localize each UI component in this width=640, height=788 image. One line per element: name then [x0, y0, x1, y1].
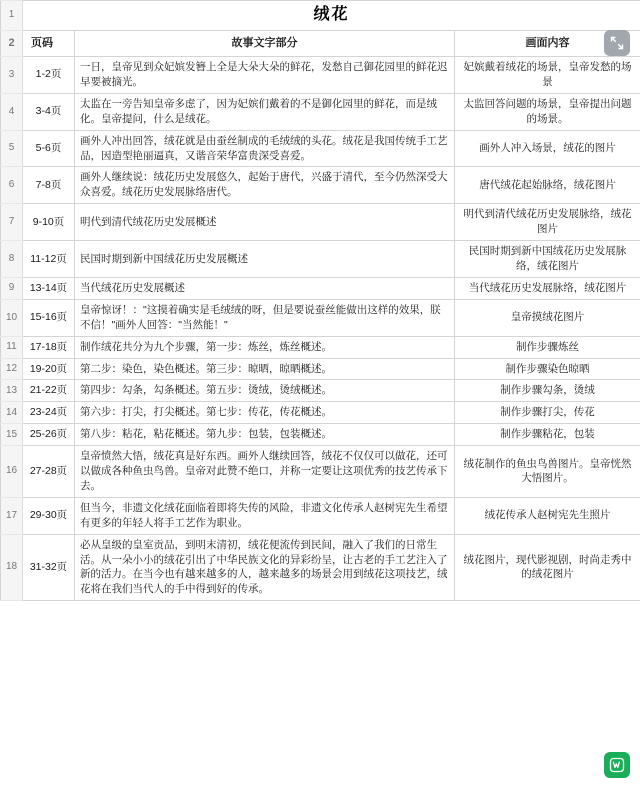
table-row — [1, 130, 640, 167]
cell-image-desc[interactable]: 绒花图片，现代影视剧，时尚走秀中的绒花图片 — [455, 534, 640, 601]
cell-page[interactable]: 11-12页 — [23, 241, 75, 278]
cell-page[interactable]: 23-24页 — [23, 402, 75, 424]
cell-image-desc[interactable]: 制作步骤勾条，烫绒 — [455, 380, 640, 402]
table-row — [1, 299, 640, 336]
column-header-page[interactable]: 页码 — [23, 31, 75, 57]
cell-page[interactable]: 27-28页 — [23, 446, 75, 498]
row-header-12[interactable]: 12 — [1, 358, 23, 380]
row-header-5[interactable]: 5 — [1, 130, 23, 167]
cell-image-desc[interactable]: 太监回答问题的场景，皇帝提出问题的场景。 — [455, 93, 640, 130]
cell-story-text[interactable]: 民国时期到新中国绒花历史发展概述 — [75, 241, 455, 278]
title-row — [1, 1, 640, 31]
cell-image-desc[interactable]: 妃嫔戴着绒花的场景，皇帝发愁的场景 — [455, 57, 640, 94]
cell-page[interactable]: 3-4页 — [23, 93, 75, 130]
row-header-10[interactable]: 10 — [1, 299, 23, 336]
cell-page[interactable]: 21-22页 — [23, 380, 75, 402]
cell-story-text[interactable]: 当代绒花历史发展概述 — [75, 277, 455, 299]
table-row — [1, 277, 640, 299]
row-header-18[interactable]: 18 — [1, 534, 23, 601]
table-row — [1, 241, 640, 278]
row-header-17[interactable]: 17 — [1, 497, 23, 534]
table-row — [1, 204, 640, 241]
row-header-3[interactable]: 3 — [1, 57, 23, 94]
cell-page[interactable]: 25-26页 — [23, 424, 75, 446]
row-header-2[interactable]: 2 — [1, 31, 23, 57]
cell-image-desc[interactable]: 画外人冲入场景，绒花的图片 — [455, 130, 640, 167]
cell-story-text[interactable]: 皇帝愤然大悟，绒花真是好东西。画外人继续回答，绒花不仅仅可以做花，还可以做成各种鱼虫鸟兽。皇帝对此赞不绝口，并称一定要让这项优秀的技艺传承下去。 — [75, 446, 455, 498]
cell-page[interactable]: 17-18页 — [23, 336, 75, 358]
cell-image-desc[interactable]: 民国时期到新中国绒花历史发展脉络，绒花图片 — [455, 241, 640, 278]
cell-story-text[interactable]: 第四步：勾条，勾条概述。第五步：烫绒，烫绒概述。 — [75, 380, 455, 402]
table-row — [1, 446, 640, 498]
cell-image-desc[interactable]: 制作步骤炼丝 — [455, 336, 640, 358]
cell-story-text[interactable]: 第二步：染色，染色概述。第三步：晾晒，晾晒概述。 — [75, 358, 455, 380]
cell-image-desc[interactable]: 绒花制作的鱼虫鸟兽图片。皇帝恍然大悟图片。 — [455, 446, 640, 498]
cell-story-text[interactable]: 制作绒花共分为九个步骤，第一步：炼丝，炼丝概述。 — [75, 336, 455, 358]
column-header-image[interactable]: 画面内容 — [455, 31, 640, 57]
cell-page[interactable]: 13-14页 — [23, 277, 75, 299]
cell-image-desc[interactable]: 制作步骤打尖，传花 — [455, 402, 640, 424]
cell-page[interactable]: 29-30页 — [23, 497, 75, 534]
row-header-16[interactable]: 16 — [1, 446, 23, 498]
expand-icon — [610, 36, 624, 50]
cell-page[interactable]: 7-8页 — [23, 167, 75, 204]
table-row — [1, 424, 640, 446]
cell-story-text[interactable]: 画外人继续说：绒花历史发展悠久，起始于唐代，兴盛于清代，至今仍然深受大众喜爱。绒花历史发展脉络唐代。 — [75, 167, 455, 204]
cell-story-text[interactable]: 明代到清代绒花历史发展概述 — [75, 204, 455, 241]
wps-logo-icon — [609, 757, 625, 773]
cell-story-text[interactable]: 太监在一旁告知皇帝多虑了，因为妃嫔们戴着的不是御化园里的鲜花，而是绒化。皇帝提问，什么是绒花。 — [75, 93, 455, 130]
cell-image-desc[interactable]: 唐代绒花起始脉络，绒花图片 — [455, 167, 640, 204]
table-row — [1, 402, 640, 424]
row-header-6[interactable]: 6 — [1, 167, 23, 204]
cell-image-desc[interactable]: 当代绒花历史发展脉络，绒花图片 — [455, 277, 640, 299]
cell-story-text[interactable]: 但当今，非遗文化绒花面临着即将失传的风险，非遗文化传承人赵树宪先生希望有更多的年轻人将手工艺作为职业。 — [75, 497, 455, 534]
cell-story-text[interactable]: 一日，皇帝见到众妃嫔发簪上全是大朵大朵的鲜花，发愁自己御花园里的鲜花迟早要被摘光。 — [75, 57, 455, 94]
header-row — [1, 31, 640, 57]
table-row — [1, 336, 640, 358]
row-header-15[interactable]: 15 — [1, 424, 23, 446]
cell-story-text[interactable]: 第六步：打尖，打尖概述。第七步：传花，传花概述。 — [75, 402, 455, 424]
cell-page[interactable]: 19-20页 — [23, 358, 75, 380]
cell-page[interactable]: 31-32页 — [23, 534, 75, 601]
document-title[interactable]: 绒花 — [23, 1, 640, 31]
table-row — [1, 167, 640, 204]
cell-story-text[interactable]: 必从皇级的皇室贡品，到明末清初，绒花便流传到民间，融入了我们的日常生活。从一朵小小的绒花引出了中华民族文化的异彩纷呈，让古老的手工艺注入了新的活力。在当今也有越来越多的人，越来越多的场景会用到绒花这项技艺，绒花将在我们当代人的手中得到好的传承。 — [75, 534, 455, 601]
row-header-7[interactable]: 7 — [1, 204, 23, 241]
cell-page[interactable]: 9-10页 — [23, 204, 75, 241]
row-header-13[interactable]: 13 — [1, 380, 23, 402]
row-header-1[interactable]: 1 — [1, 1, 23, 31]
table-row — [1, 534, 640, 601]
cell-image-desc[interactable]: 明代到清代绒花历史发展脉络，绒花图片 — [455, 204, 640, 241]
cell-page[interactable]: 1-2页 — [23, 57, 75, 94]
table-row — [1, 380, 640, 402]
row-header-4[interactable]: 4 — [1, 93, 23, 130]
cell-story-text[interactable]: 第八步：粘花，粘花概述。第九步：包装，包装概述。 — [75, 424, 455, 446]
row-header-8[interactable]: 8 — [1, 241, 23, 278]
cell-story-text[interactable]: 画外人冲出回答，绒花就是由蚕丝制成的毛绒绒的头花。绒花是我国传统手工艺品，因造型艳丽逼真，又谐音荣华富贵深受喜爱。 — [75, 130, 455, 167]
column-header-text[interactable]: 故事文字部分 — [75, 31, 455, 57]
cell-story-text[interactable]: 皇帝惊讶！："这摸着确实是毛绒绒的呀，但是要说蚕丝能做出这样的效果，朕不信！"画外人回答："当然能！" — [75, 299, 455, 336]
table-row — [1, 497, 640, 534]
table-row — [1, 57, 640, 94]
cell-image-desc[interactable]: 皇帝摸绒花图片 — [455, 299, 640, 336]
expand-fullscreen-button[interactable] — [604, 30, 630, 56]
table-row — [1, 358, 640, 380]
cell-page[interactable]: 5-6页 — [23, 130, 75, 167]
cell-image-desc[interactable]: 绒花传承人赵树宪先生照片 — [455, 497, 640, 534]
wps-app-button[interactable] — [604, 752, 630, 778]
cell-image-desc[interactable]: 制作步骤染色晾晒 — [455, 358, 640, 380]
cell-image-desc[interactable]: 制作步骤粘花，包装 — [455, 424, 640, 446]
cell-page[interactable]: 15-16页 — [23, 299, 75, 336]
table-row — [1, 93, 640, 130]
row-header-14[interactable]: 14 — [1, 402, 23, 424]
table-body — [1, 1, 640, 601]
row-header-9[interactable]: 9 — [1, 277, 23, 299]
row-header-11[interactable]: 11 — [1, 336, 23, 358]
